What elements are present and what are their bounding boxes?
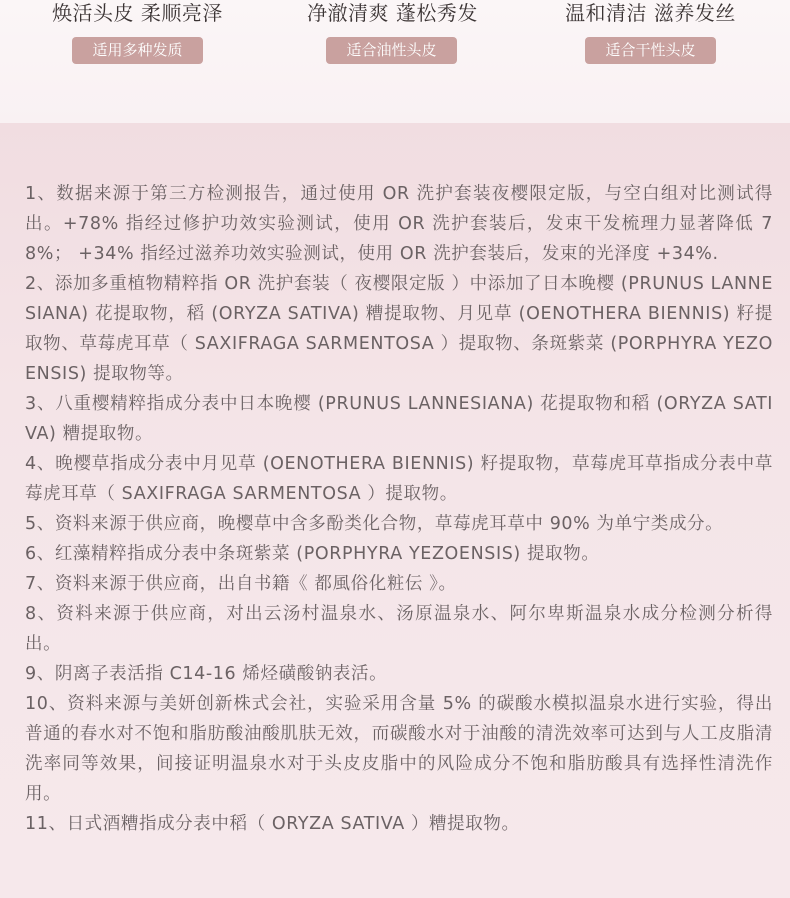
footnote-item: 7、资料来源于供应商，出自书籍《 都風俗化粧伝 》。 bbox=[25, 574, 457, 594]
hair-type-badge: 适用多种发质 bbox=[72, 37, 203, 64]
footnote-item: 6、红藻精粹指成分表中条斑紫菜 (PORPHYRA YEZOENSIS) 提取物。 bbox=[25, 544, 600, 564]
feature-header-band bbox=[0, 0, 790, 123]
feature-column-1 bbox=[20, 0, 255, 26]
footnote-item: 4、晚樱草指成分表中月见草 (OENOTHERA BIENNIS) 籽提取物，草莓虎耳草指成分表中草莓虎耳草（ SAXIFRAGA SARMENTOSA ）提取物。 bbox=[25, 454, 773, 504]
footnote-item: 3、八重樱精粹指成分表中日本晚樱 (PRUNUS LANNESIANA) 花提取物和稻 (ORYZA SATIVA) 糟提取物。 bbox=[25, 394, 773, 444]
footnote-item: 9、阴离子表活指 C14-16 烯烃磺酸钠表活。 bbox=[25, 664, 388, 684]
footnote-item: 11、日式酒糟指成分表中稻（ ORYZA SATIVA ）糟提取物。 bbox=[25, 814, 520, 834]
feature-title: 焕活头皮 柔顺亮泽 bbox=[52, 1, 223, 25]
scalp-type-badge: 适合干性头皮 bbox=[585, 37, 716, 64]
feature-title: 净澈清爽 蓬松秀发 bbox=[307, 1, 478, 25]
feature-column-3 bbox=[533, 0, 768, 26]
footnote-item: 1、数据来源于第三方检测报告，通过使用 OR 洗护套装夜樱限定版，与空白组对比测试得出。+78% 指经过修护功效实验测试，使用 OR 洗护套装后，发束干发梳理力显著降低 78%； +34% 指经过滋养功效实验测试，使用 OR 洗护套装后，发束的光泽度 +34%. bbox=[25, 184, 773, 264]
footnote-item: 2、添加多重植物精粹指 OR 洗护套装（ 夜樱限定版 ）中添加了日本晚樱 (PRUNUS LANNESIANA) 花提取物，稻 (ORYZA SATIVA) 糟提取物、月见草 (OENOTHERA BIENNIS) 籽提取物、草莓虎耳草（ SAXIFRAGA SARMENTOSA ）提取物、条斑紫菜 (PORPHYRA YEZOENSIS) 提取物等。 bbox=[25, 274, 773, 384]
footnote-list bbox=[25, 179, 773, 839]
footnote-item: 10、资料来源与美妍创新株式会社，实验采用含量 5% 的碳酸水模拟温泉水进行实验，得出普通的春水对不饱和脂肪酸油酸肌肤无效，而碳酸水对于油酸的清洗效率可达到与人工皮脂清洗率同等效果，间接证明温泉水对于头皮皮脂中的风险成分不饱和脂肪酸具有选择性清洗作用。 bbox=[25, 694, 773, 804]
feature-title: 温和清洁 滋养发丝 bbox=[565, 1, 736, 25]
scalp-type-badge: 适合油性头皮 bbox=[326, 37, 457, 64]
feature-column-2 bbox=[275, 0, 510, 26]
footnote-item: 8、资料来源于供应商，对出云汤村温泉水、汤原温泉水、阿尔卑斯温泉水成分检测分析得出。 bbox=[25, 604, 773, 654]
footnote-item: 5、资料来源于供应商，晚樱草中含多酚类化合物，草莓虎耳草中 90% 为单宁类成分。 bbox=[25, 514, 724, 534]
